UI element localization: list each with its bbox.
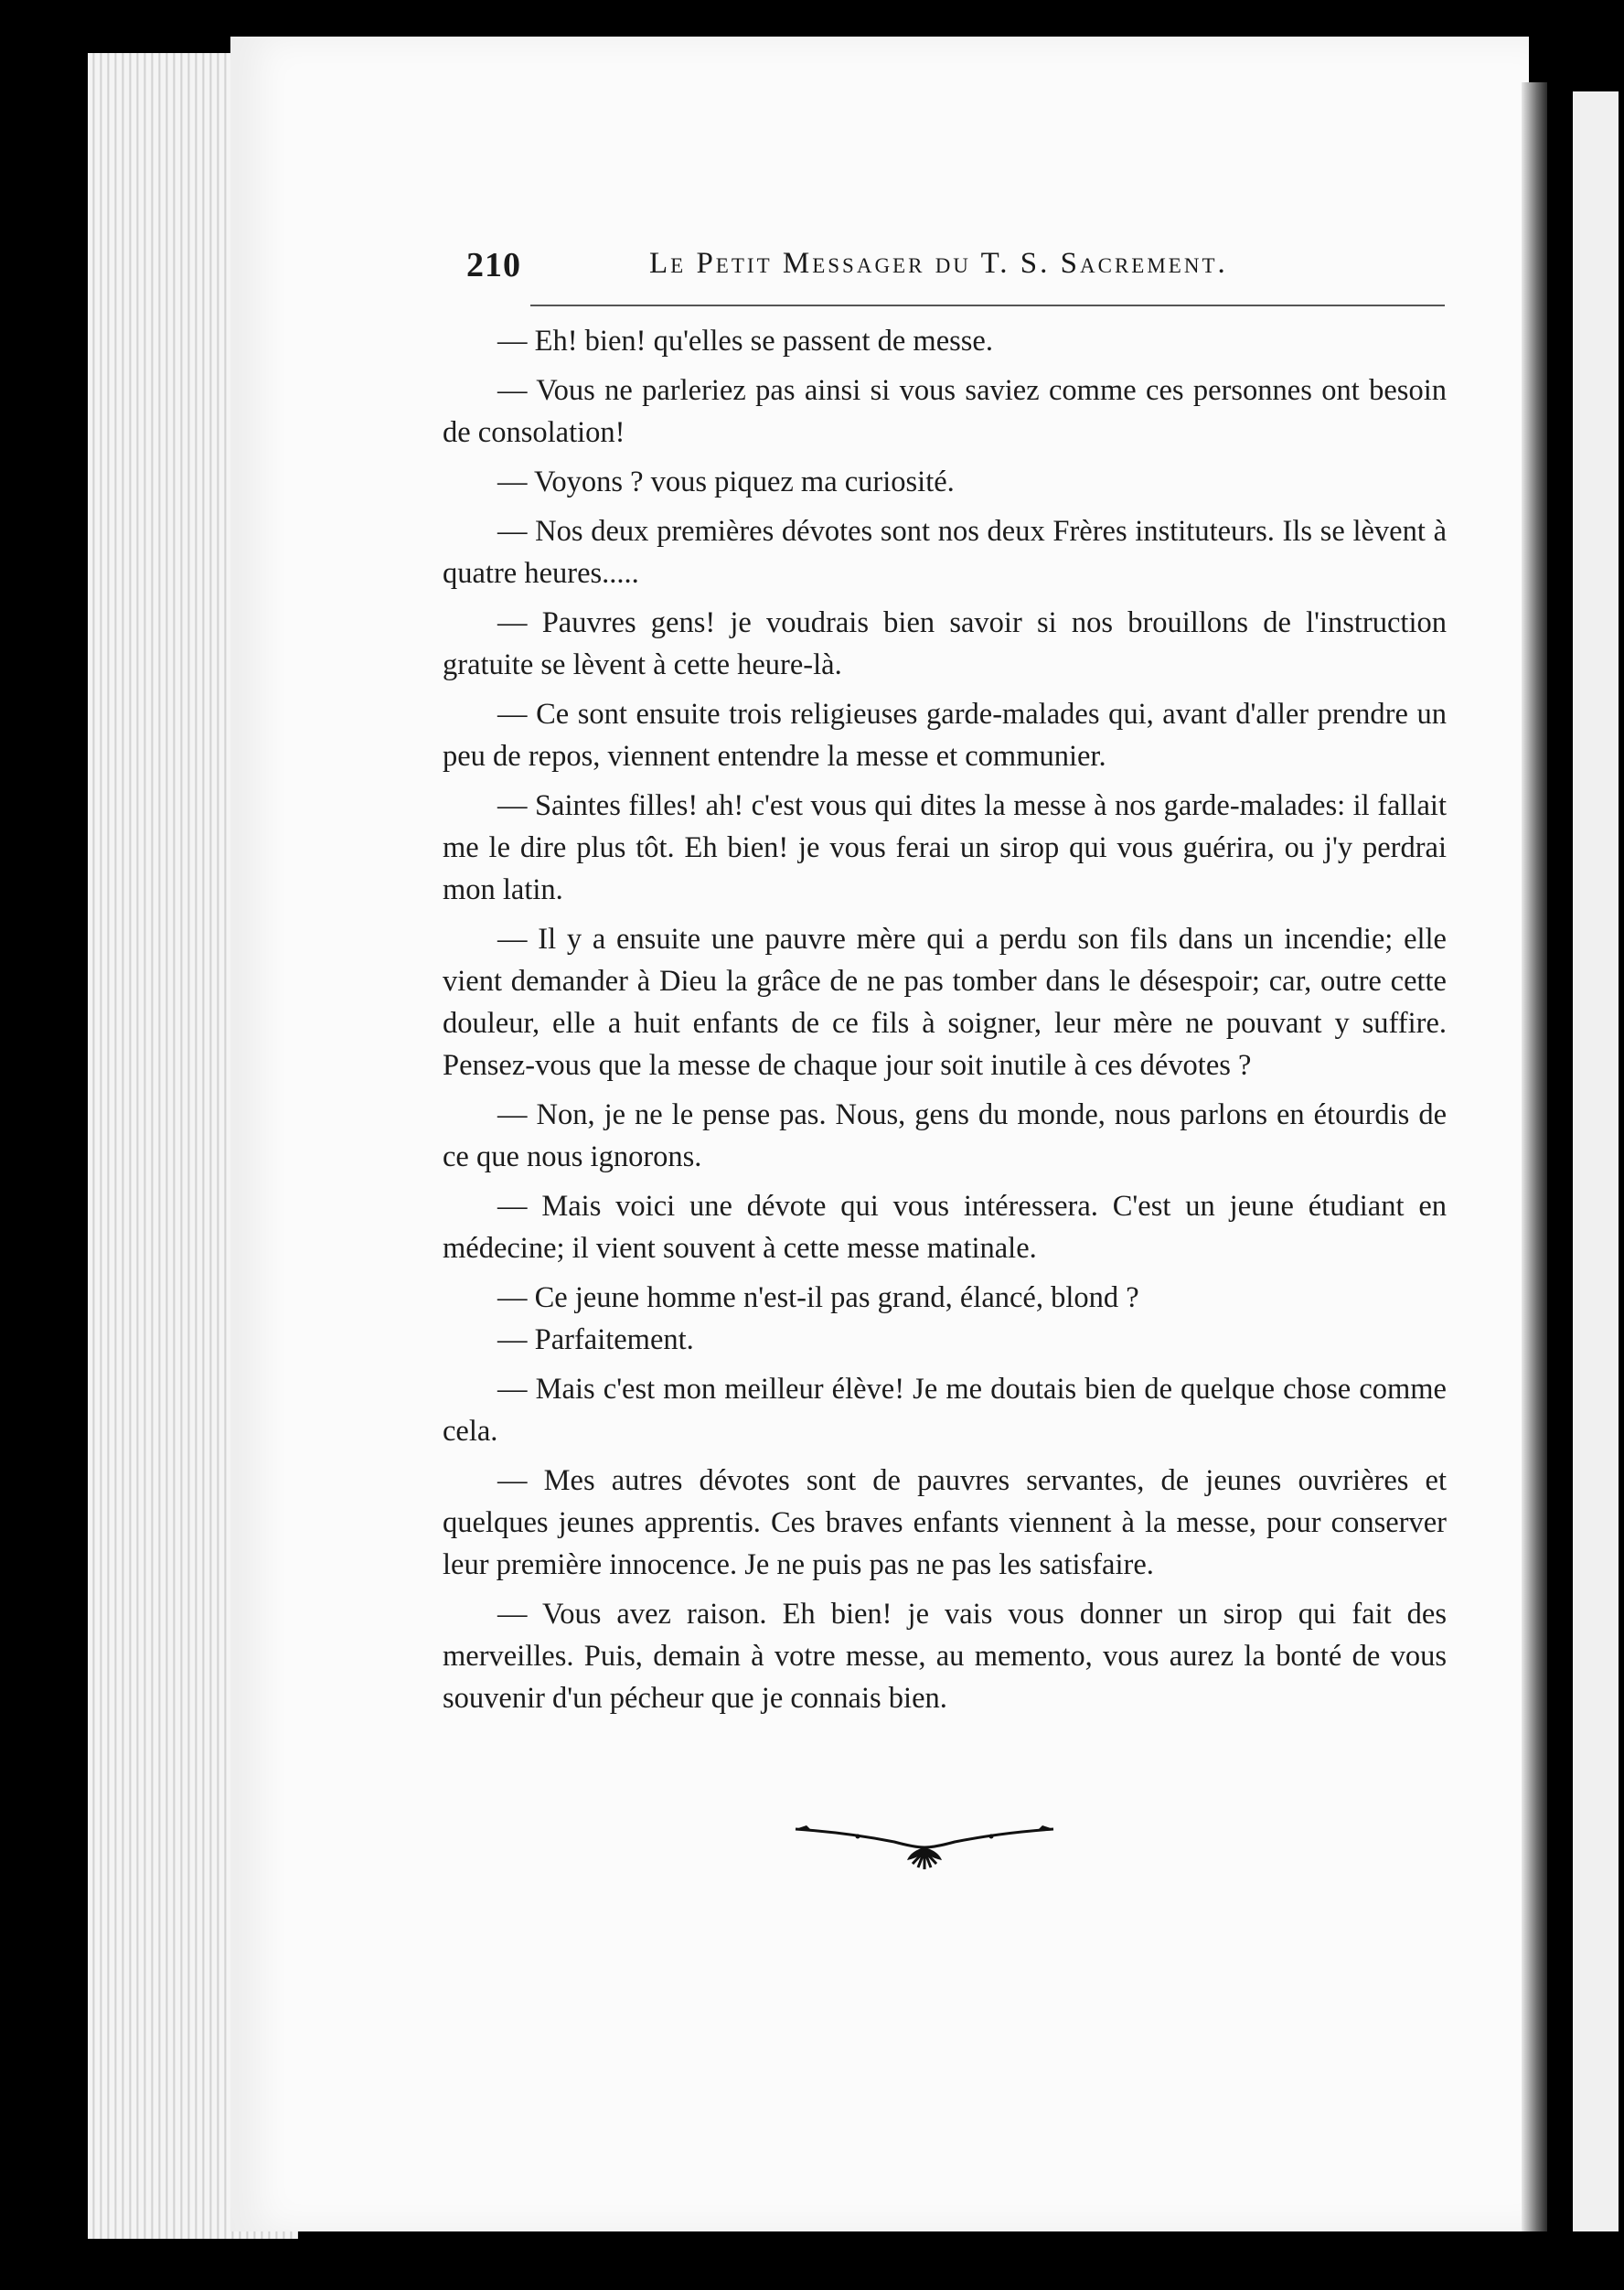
- page-number: 210: [466, 246, 521, 284]
- paragraph: — Voyons ? vous piquez ma curiosité.: [497, 465, 955, 498]
- paragraph: — Non, je ne le pense pas. Nous, gens du monde, nous parlons en étourdis de ce que nous ignorons.: [443, 1098, 1447, 1173]
- paragraph: — Ce jeune homme n'est-il pas grand, élancé, blond ?: [497, 1281, 1139, 1314]
- page-header: [466, 245, 1445, 300]
- paragraph: — Ce sont ensuite trois religieuses garde-malades qui, avant d'aller prendre un peu de repos, viennent entendre la messe et communier.: [443, 698, 1447, 773]
- body-text: [443, 320, 1447, 1727]
- paragraph: — Mais c'est mon meilleur élève! Je me doutais bien de quelque chose comme cela.: [443, 1373, 1447, 1448]
- ornament-icon: [794, 1820, 1055, 1875]
- header-rule: [530, 305, 1445, 306]
- paragraph: — Pauvres gens! je voudrais bien savoir si nos brouillons de l'instruction gratuite se lèvent à cette heure-là.: [443, 606, 1447, 681]
- facing-page-edge: [1573, 91, 1619, 2231]
- paragraph: — Eh! bien! qu'elles se passent de messe.: [497, 325, 993, 358]
- paragraph: — Il y a ensuite une pauvre mère qui a perdu son fils dans un incendie; elle vient demander à Dieu la grâce de ne pas tomber dans le désespoir; car, outre cette douleur, elle a huit enfants de ce fils à soigner, leur mère ne pouvant y suffire. Pensez-vous que la messe de chaque jour soit inutile à ces dévotes ?: [443, 923, 1447, 1082]
- gutter-shadow: [1522, 82, 1547, 2231]
- paragraph: — Vous ne parleriez pas ainsi si vous saviez comme ces personnes ont besoin de consolation!: [443, 374, 1447, 449]
- paragraph: — Mais voici une dévote qui vous intéressera. C'est un jeune étudiant en médecine; il vient souvent à cette messe matinale.: [443, 1190, 1447, 1265]
- paragraph: — Vous avez raison. Eh bien! je vais vous donner un sirop qui fait des merveilles. Puis, demain à votre messe, au memento, vous aurez la bonté de vous souvenir d'un pécheur que je connais bien.: [443, 1598, 1447, 1715]
- paragraph: — Mes autres dévotes sont de pauvres servantes, de jeunes ouvrières et quelques jeunes apprentis. Ces braves enfants viennent à la messe, pour conserver leur première innocence. Je ne puis pas ne pas les satisfaire.: [443, 1464, 1447, 1581]
- paragraph: — Nos deux premières dévotes sont nos deux Frères instituteurs. Ils se lèvent à quatre heures.....: [443, 515, 1447, 590]
- paragraph: — Saintes filles! ah! c'est vous qui dites la messe à nos garde-malades: il fallait me le dire plus tôt. Eh bien! je vous ferai un sirop qui vous guérira, ou j'y perdrai mon latin.: [443, 789, 1447, 906]
- running-title: Le Petit Messager du T. S. Sacrement.: [649, 247, 1228, 280]
- paragraph: — Parfaitement.: [497, 1323, 694, 1356]
